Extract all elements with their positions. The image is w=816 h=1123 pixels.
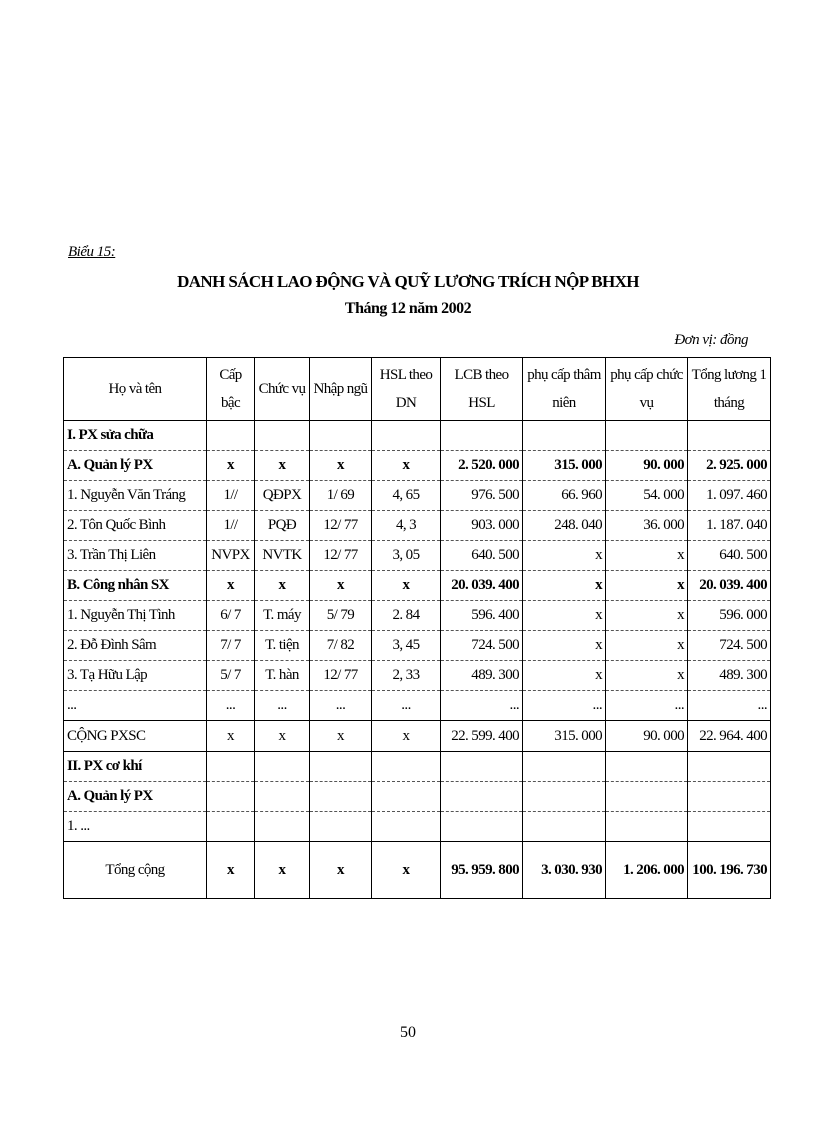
table-cell: x <box>207 571 255 601</box>
table-cell <box>441 752 523 782</box>
header-cell: phụ cấp chức vụ <box>606 358 688 421</box>
table-row <box>64 631 771 661</box>
table-cell: 315. 000 <box>523 451 606 481</box>
table-cell: 66. 960 <box>523 481 606 511</box>
table-cell: 3, 05 <box>372 541 441 571</box>
header-cell: HSL theo DN <box>372 358 441 421</box>
table-row <box>64 782 771 812</box>
table-cell: x <box>310 451 372 481</box>
table-cell <box>523 782 606 812</box>
table-cell: 7/ 82 <box>310 631 372 661</box>
table-row <box>64 481 771 511</box>
table-caption: Biểu 15: <box>68 244 116 260</box>
grand-total-value: 100. 196. 730 <box>688 842 771 899</box>
table-cell <box>255 812 310 842</box>
table-cell: x <box>523 541 606 571</box>
row-label: II. PX cơ khí <box>64 752 207 782</box>
table-row <box>64 571 771 601</box>
table-row <box>64 421 771 451</box>
table-cell: 489. 300 <box>688 661 771 691</box>
table-body <box>64 421 771 842</box>
table-cell: x <box>310 571 372 601</box>
header-cell: Họ và tên <box>64 358 207 421</box>
table-cell <box>310 782 372 812</box>
table-cell: 90. 000 <box>606 721 688 752</box>
document-subtitle: Tháng 12 năm 2002 <box>344 300 472 317</box>
table-cell: NVTK <box>255 541 310 571</box>
table-cell <box>441 782 523 812</box>
table-row <box>64 451 771 481</box>
table-cell <box>606 812 688 842</box>
table-cell: x <box>523 601 606 631</box>
table-cell: ... <box>441 691 523 721</box>
table-row <box>64 601 771 631</box>
table-cell: 724. 500 <box>441 631 523 661</box>
table-cell: x <box>606 631 688 661</box>
table-cell: x <box>310 842 372 899</box>
table-row <box>64 721 771 752</box>
row-label: 1. ... <box>64 812 207 842</box>
table-cell: x <box>255 842 310 899</box>
table-cell: ... <box>606 691 688 721</box>
table-cell <box>310 752 372 782</box>
table-cell: 5/ 79 <box>310 601 372 631</box>
table-row <box>64 661 771 691</box>
table-cell: 12/ 77 <box>310 541 372 571</box>
table-cell <box>688 752 771 782</box>
table-cell <box>606 421 688 451</box>
row-label: B. Công nhân SX <box>64 571 207 601</box>
table-cell: x <box>207 842 255 899</box>
document-title: DANH SÁCH LAO ĐỘNG VÀ QUỸ LƯƠNG TRÍCH NỘP BHXH <box>177 272 639 291</box>
table-cell <box>372 752 441 782</box>
total-label: Tổng cộng <box>64 842 207 899</box>
table-cell: 90. 000 <box>606 451 688 481</box>
table-cell: QĐPX <box>255 481 310 511</box>
table-cell: 2. 520. 000 <box>441 451 523 481</box>
table-cell: 3, 45 <box>372 631 441 661</box>
table-cell: PQĐ <box>255 511 310 541</box>
table-cell <box>207 752 255 782</box>
table-cell: x <box>310 721 372 752</box>
row-label: 2. Đỗ Đình Sâm <box>64 631 207 661</box>
table-cell <box>310 421 372 451</box>
header-cell: LCB theo HSL <box>441 358 523 421</box>
table-cell: 1. 187. 040 <box>688 511 771 541</box>
table-cell: ... <box>255 691 310 721</box>
table-row <box>64 511 771 541</box>
table-cell: 2. 925. 000 <box>688 451 771 481</box>
table-cell: 724. 500 <box>688 631 771 661</box>
table-cell: x <box>207 721 255 752</box>
table-cell: 36. 000 <box>606 511 688 541</box>
table-row <box>64 812 771 842</box>
table-cell <box>523 421 606 451</box>
table-cell: 1// <box>207 511 255 541</box>
row-label: 1. Nguyễn Thị Tình <box>64 601 207 631</box>
table-cell: 12/ 77 <box>310 661 372 691</box>
table-cell <box>688 421 771 451</box>
table-cell: 1/ 69 <box>310 481 372 511</box>
table-cell <box>255 782 310 812</box>
table-cell: x <box>523 571 606 601</box>
table-cell: 12/ 77 <box>310 511 372 541</box>
table-cell: 2. 84 <box>372 601 441 631</box>
header-cell: Nhập ngũ <box>310 358 372 421</box>
table-cell <box>523 812 606 842</box>
table-cell: 315. 000 <box>523 721 606 752</box>
header-cell: Tổng lương 1 tháng <box>688 358 771 421</box>
table-cell: x <box>606 541 688 571</box>
table-cell: 4, 65 <box>372 481 441 511</box>
table-cell: 6/ 7 <box>207 601 255 631</box>
table-cell <box>372 421 441 451</box>
table-cell <box>606 752 688 782</box>
table-cell: 3. 030. 930 <box>523 842 606 899</box>
table-cell: x <box>606 661 688 691</box>
table-row <box>64 752 771 782</box>
table-cell <box>441 812 523 842</box>
table-cell: ... <box>688 691 771 721</box>
row-label: A. Quản lý PX <box>64 782 207 812</box>
row-label: ... <box>64 691 207 721</box>
table-cell: x <box>372 721 441 752</box>
table-cell: x <box>255 721 310 752</box>
table-cell: T. tiện <box>255 631 310 661</box>
row-label: A. Quản lý PX <box>64 451 207 481</box>
table-cell <box>207 812 255 842</box>
table-cell: 20. 039. 400 <box>441 571 523 601</box>
table-cell: x <box>372 451 441 481</box>
table-cell: x <box>523 661 606 691</box>
table-cell: 489. 300 <box>441 661 523 691</box>
row-label: 3. Trần Thị Liên <box>64 541 207 571</box>
table-cell: T. hàn <box>255 661 310 691</box>
table-cell: x <box>255 451 310 481</box>
table-cell <box>372 782 441 812</box>
table-cell: x <box>255 571 310 601</box>
table-cell: 1. 097. 460 <box>688 481 771 511</box>
table-cell: 640. 500 <box>441 541 523 571</box>
table-cell <box>441 421 523 451</box>
row-label: CỘNG PXSC <box>64 721 207 752</box>
table-cell <box>255 752 310 782</box>
table-cell: 5/ 7 <box>207 661 255 691</box>
table-cell <box>688 812 771 842</box>
table-cell <box>255 421 310 451</box>
table-cell: 1. 206. 000 <box>606 842 688 899</box>
table-cell: 248. 040 <box>523 511 606 541</box>
payroll-table <box>63 357 771 899</box>
table-cell: 976. 500 <box>441 481 523 511</box>
table-cell: x <box>372 571 441 601</box>
unit-note: Đơn vị: đồng <box>674 332 748 348</box>
header-cell: phụ cấp thâm niên <box>523 358 606 421</box>
table-cell: ... <box>523 691 606 721</box>
table-cell <box>207 421 255 451</box>
table-cell: 2, 33 <box>372 661 441 691</box>
table-cell <box>207 782 255 812</box>
table-cell: 22. 964. 400 <box>688 721 771 752</box>
page-number: 50 <box>400 1024 416 1041</box>
table-cell: ... <box>310 691 372 721</box>
table-cell: x <box>523 631 606 661</box>
table-cell: 4, 3 <box>372 511 441 541</box>
table-cell: x <box>372 842 441 899</box>
table-cell: 903. 000 <box>441 511 523 541</box>
table-cell: x <box>606 571 688 601</box>
table-cell <box>606 782 688 812</box>
row-label: I. PX sửa chữa <box>64 421 207 451</box>
table-cell: 54. 000 <box>606 481 688 511</box>
table-cell: T. máy <box>255 601 310 631</box>
table-cell: 95. 959. 800 <box>441 842 523 899</box>
row-label: 1. Nguyễn Văn Tráng <box>64 481 207 511</box>
table-cell: NVPX <box>207 541 255 571</box>
table-cell <box>688 782 771 812</box>
table-cell <box>372 812 441 842</box>
table-cell: 596. 000 <box>688 601 771 631</box>
table-row <box>64 691 771 721</box>
row-label: 3. Tạ Hữu Lập <box>64 661 207 691</box>
header-row <box>64 358 771 421</box>
header-cell: Cấp bậc <box>207 358 255 421</box>
table-cell: 1// <box>207 481 255 511</box>
table-cell <box>523 752 606 782</box>
row-label: 2. Tôn Quốc Bình <box>64 511 207 541</box>
table-cell <box>310 812 372 842</box>
table-cell: 22. 599. 400 <box>441 721 523 752</box>
table-cell: 640. 500 <box>688 541 771 571</box>
table-row <box>64 541 771 571</box>
table-cell: x <box>606 601 688 631</box>
table-cell: x <box>207 451 255 481</box>
table-cell: 596. 400 <box>441 601 523 631</box>
total-row <box>64 842 771 899</box>
header-cell: Chức vụ <box>255 358 310 421</box>
table-cell: 7/ 7 <box>207 631 255 661</box>
table-cell: ... <box>207 691 255 721</box>
table-cell: ... <box>372 691 441 721</box>
table-cell: 20. 039. 400 <box>688 571 771 601</box>
